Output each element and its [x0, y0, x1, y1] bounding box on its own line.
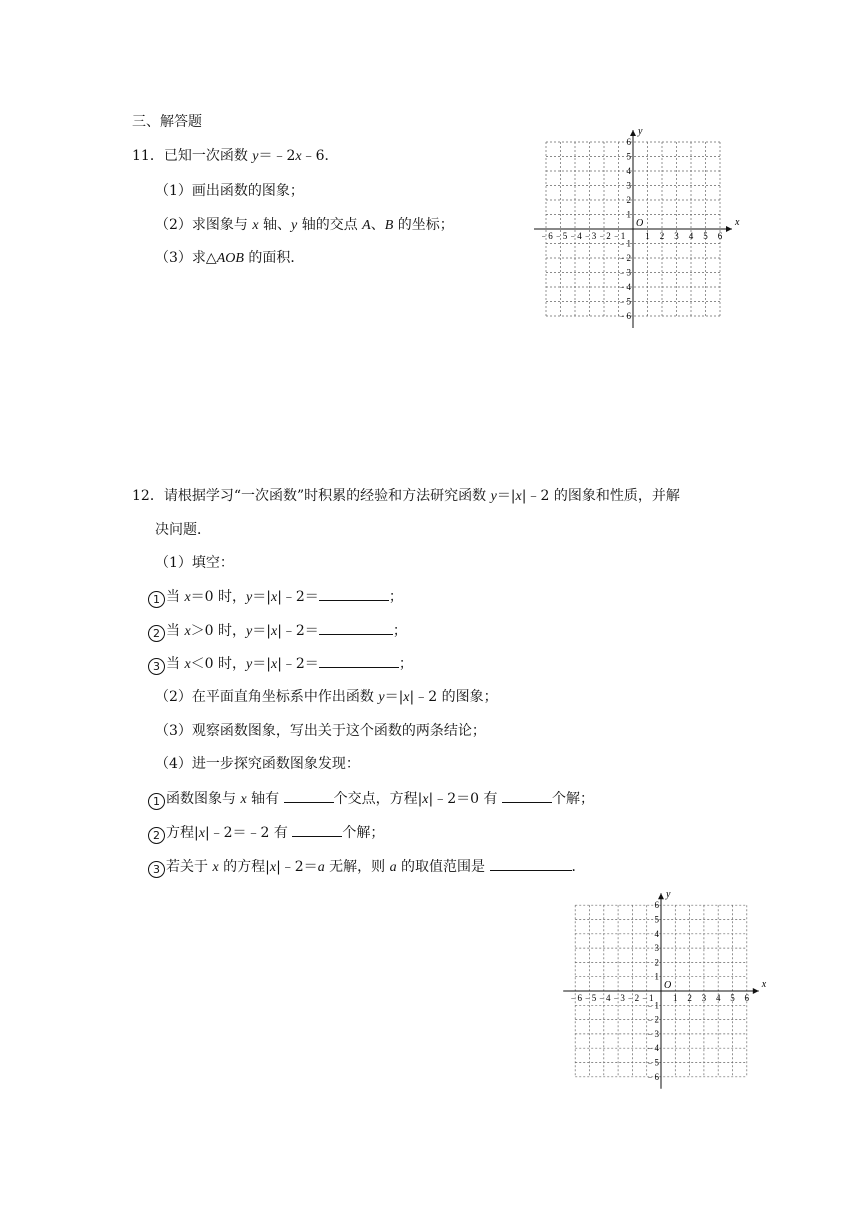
origin-label: O: [664, 980, 672, 991]
origin-label: O: [636, 218, 644, 229]
answer-blank[interactable]: [319, 653, 399, 668]
x-tick-label: 2: [659, 231, 665, 241]
x-tick-label: ﹣5: [553, 231, 568, 241]
x-tick-label: 6: [717, 231, 723, 241]
y-tick-label: 3: [626, 180, 631, 191]
y-tick-label: ﹣5: [645, 1057, 659, 1068]
x-tick-label: 6: [744, 993, 750, 1003]
x-tick-label: ﹣3: [582, 231, 597, 241]
q12-fill-3: 3 当 x＜0 时，y＝|x|﹣2＝ ；: [148, 653, 413, 675]
x-axis-label: x: [735, 217, 740, 228]
circled-number: 3: [148, 861, 165, 878]
y-tick-label: ﹣6: [645, 1071, 659, 1082]
x-tick-label: ﹣1: [639, 993, 654, 1003]
y-tick-label: 3: [654, 943, 659, 954]
y-tick-label: ﹣1: [617, 238, 631, 249]
y-tick-label: ﹣3: [645, 1028, 659, 1039]
q12-explore-1: 1 函数图象与 x 轴有 个交点，方程|x|﹣2＝0 有 个解；: [148, 788, 594, 810]
x-tick-label: 3: [674, 231, 679, 241]
y-tick-label: ﹣3: [617, 267, 631, 278]
answer-blank[interactable]: [502, 788, 552, 803]
answer-blank[interactable]: [292, 822, 342, 837]
y-tick-label: ﹣4: [617, 282, 631, 292]
circled-number: 3: [148, 658, 165, 675]
y-tick-label: 2: [654, 957, 659, 968]
answer-blank[interactable]: [284, 788, 334, 803]
x-tick-label: 3: [701, 993, 707, 1003]
x-tick-label: ﹣3: [611, 993, 625, 1003]
q12-fill-2: 2 当 x＞0 时，y＝|x|﹣2＝ ；: [148, 620, 407, 642]
x-tick-label: ﹣6: [568, 993, 582, 1003]
x-tick-label: 4: [688, 231, 694, 241]
y-tick-label: 6: [626, 137, 631, 147]
y-tick-label: 4: [654, 928, 659, 939]
x-tick-label: 1: [673, 993, 678, 1003]
y-tick-label: ﹣2: [645, 1014, 659, 1025]
circled-number: 1: [148, 793, 165, 810]
y-tick-label: 4: [626, 166, 631, 176]
x-tick-label: ﹣2: [597, 231, 611, 241]
y-tick-label: ﹣4: [645, 1043, 659, 1054]
circled-number: 2: [148, 827, 165, 844]
q12-explore-3: 3 若关于 x 的方程|x|﹣2＝a 无解，则 a 的取值范围是 ．: [148, 856, 586, 878]
q11-part3: （3）求△AOB 的面积．: [155, 250, 305, 266]
answer-blank[interactable]: [319, 620, 393, 635]
circled-number: 2: [148, 625, 165, 642]
x-axis-arrow-icon: [726, 226, 732, 232]
x-tick-label: 5: [730, 993, 735, 1003]
x-tick-label: 1: [645, 231, 650, 241]
x-tick-label: 4: [715, 993, 721, 1003]
q12-stem-line2: 决问题．: [155, 522, 211, 538]
y-tick-label: 5: [654, 914, 659, 925]
x-axis-label: x: [761, 979, 767, 990]
q12-part4: （4）进一步探究函数图象发现：: [155, 756, 360, 772]
x-tick-label: ﹣6: [539, 231, 553, 241]
x-tick-label: ﹣2: [625, 993, 640, 1003]
coordinate-grid-q11: [530, 118, 740, 338]
y-tick-label: ﹣6: [617, 311, 631, 321]
q11-part1: （1）画出函数的图象；: [155, 183, 304, 199]
answer-blank[interactable]: [490, 856, 572, 871]
x-tick-label: ﹣1: [611, 231, 626, 241]
q12-stem: 12．请根据学习“一次函数”时积累的经验和方法研究函数 y＝|x|﹣2 的图象和性质，并解: [132, 488, 680, 504]
y-tick-label: ﹣5: [617, 296, 631, 307]
y-axis-label: y: [638, 126, 643, 137]
circled-number: 1: [148, 591, 165, 608]
x-tick-label: 2: [687, 993, 692, 1003]
q12-part3: （3）观察函数图象，写出关于这个函数的两条结论；: [155, 723, 486, 739]
q12-explore-2: 2 方程|x|﹣2＝﹣2 有 个解；: [148, 822, 384, 844]
y-axis-arrow-icon: [658, 893, 664, 899]
q11-stem: 11．已知一次函数 y＝﹣2x﹣6．: [132, 148, 339, 164]
x-tick-label: ﹣4: [597, 993, 611, 1003]
y-axis-label: y: [666, 889, 671, 901]
y-tick-label: 1: [626, 209, 631, 220]
q12-part2: （2）在平面直角坐标系中作出函数 y＝|x|﹣2 的图象；: [155, 689, 498, 705]
x-tick-label: 5: [703, 231, 708, 241]
y-tick-label: 6: [654, 900, 659, 911]
q12-fill-1: 1 当 x＝0 时，y＝|x|﹣2＝ ；: [148, 586, 403, 608]
y-tick-label: ﹣1: [645, 1000, 659, 1011]
coordinate-grid-q12: [556, 884, 771, 1094]
y-axis-arrow-icon: [630, 130, 636, 136]
x-axis-arrow-icon: [753, 988, 759, 994]
y-tick-label: 2: [626, 195, 631, 205]
x-tick-label: ﹣4: [568, 231, 582, 241]
section-title: 三、解答题: [132, 114, 202, 130]
y-tick-label: 5: [626, 151, 631, 162]
y-tick-label: ﹣2: [617, 253, 631, 263]
y-tick-label: 1: [654, 971, 659, 982]
q12-part1: （1）填空：: [155, 555, 234, 571]
answer-blank[interactable]: [319, 586, 389, 601]
q11-part2: （2）求图象与 x 轴、y 轴的交点 A、B 的坐标；: [155, 217, 454, 233]
x-tick-label: ﹣5: [582, 993, 597, 1003]
